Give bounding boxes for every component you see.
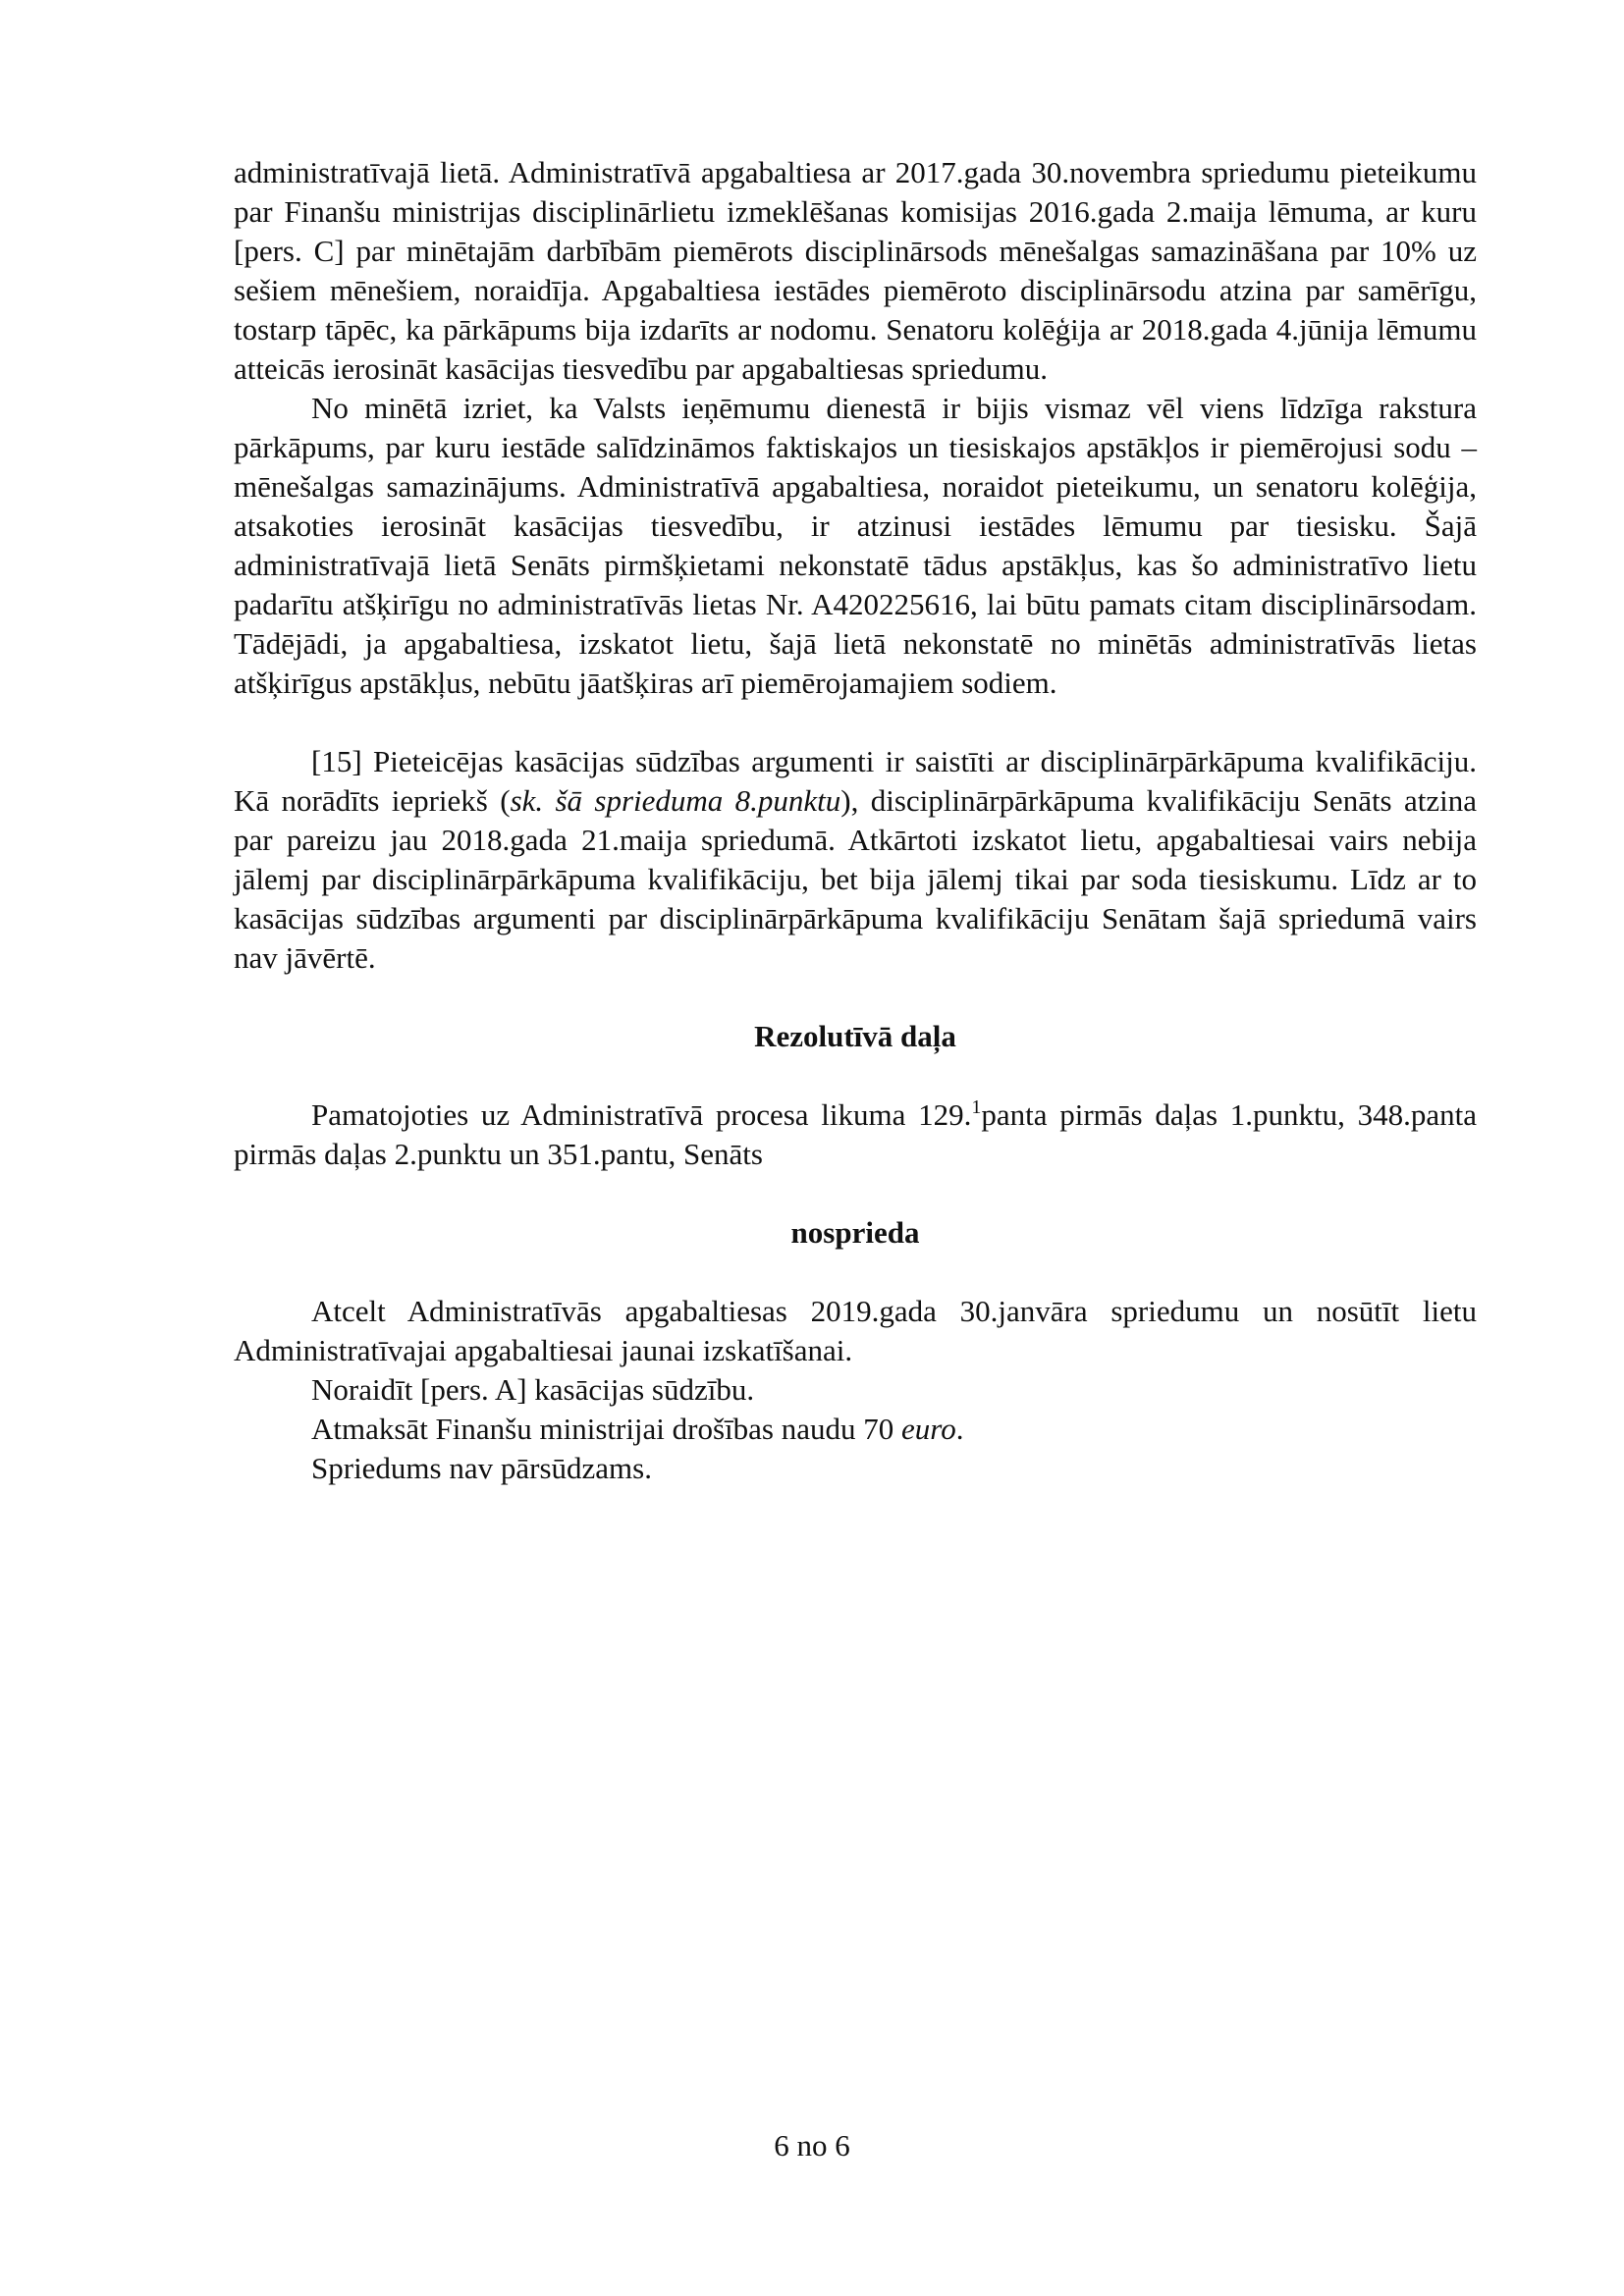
legal-basis-superscript: 1	[971, 1096, 982, 1118]
ruling-final: Spriedums nav pārsūdzams.	[311, 1451, 652, 1485]
heading-ruled: nosprieda	[790, 1215, 920, 1250]
paragraph-comparison: No minētā izriet, ka Valsts ieņēmumu dienestā ir bijis vismaz vēl viens līdzīga rakstura pārkāpums, par kuru iestāde salīdzināmos faktiskajos un tiesiskajos apstākļos ir piemērojusi sodu – mēnešalgas samazinājums. Administratīvā apgabaltiesa, noraidot pieteikumu, un senatoru kolēģija, atsakoties ierosināt kasācijas tiesvedību, ir atzinusi iestādes lēmumu par tiesisku. Šajā administratīvajā lietā Senāts pirmšķietami nekonstatē tādus apstākļus, kas šo administratīvo lietu padarītu atšķirīgu no administratīvās lietas Nr. A420225616, lai būtu pamats citam disciplinārsodam. Tādējādi, ja apgabaltiesa, izskatot lietu, šajā lietā nekonstatē no minētās administratīvās lietas atšķirīgus apstākļus, nebūtu jāatšķiras arī piemērojamajiem sodiem.	[234, 391, 1477, 700]
legal-basis-start: Pamatojoties uz Administratīvā procesa likuma 129.	[311, 1097, 972, 1132]
ruling-refund-currency: euro	[901, 1412, 956, 1446]
paragraph-legal-basis	[234, 1095, 1477, 1174]
heading-resolutive-part: Rezolutīvā daļa	[754, 1019, 956, 1053]
ruling-refund-start: Atmaksāt Finanšu ministrijai drošības naudu 70	[311, 1412, 902, 1446]
paragraph-15-start: [15] Pieteicējas kasācijas sūdzības argumenti ir saistīti ar disciplinārpārkāpuma kvalifikāciju. Kā norādīts iepriekš (	[234, 744, 1477, 818]
paragraph-15	[234, 742, 1477, 978]
ruling-refund	[234, 1410, 1477, 1449]
paragraph-15-reference: sk. šā sprieduma 8.punktu	[510, 783, 841, 818]
paragraph-15-end: ), disciplinārpārkāpuma kvalifikāciju Senāts atzina par pareizu jau 2018.gada 21.maija spriedumā. Atkārtoti izskatot lietu, apgabaltiesai vairs nebija jālemj par disciplinārpārkāpuma kvalifikāciju, bet bija jālemj tikai par soda tiesiskumu. Līdz ar to kasācijas sūdzības argumenti par disciplinārpārkāpuma kvalifikāciju Senātam šajā spriedumā vairs nav jāvērtē.	[234, 783, 1477, 975]
legal-basis-end: panta pirmās daļas 1.punktu, 348.panta pirmās daļas 2.punktu un 351.pantu, Senāts	[234, 1097, 1477, 1171]
ruling-annul: Atcelt Administratīvās apgabaltiesas 2019.gada 30.janvāra spriedumu un nosūtīt lietu Administratīvajai apgabaltiesai jaunai izskatīšanai.	[234, 1294, 1477, 1367]
ruling-refund-end: .	[955, 1412, 964, 1446]
document-body	[234, 153, 1477, 1488]
paragraph-continuation: administratīvajā lietā. Administratīvā apgabaltiesa ar 2017.gada 30.novembra spriedumu pieteikumu par Finanšu ministrijas disciplinārlietu izmeklēšanas komisijas 2016.gada 2.maija lēmuma, ar kuru [pers. C] par minētajām darbībām piemērots disciplinārsods mēnešalgas samazināšana par 10% uz sešiem mēnešiem, noraidīja. Apgabaltiesa iestādes piemēroto disciplinārsodu atzina par samērīgu, tostarp tāpēc, ka pārkāpums bija izdarīts ar nodomu. Senatoru kolēģija ar 2018.gada 4.jūnija lēmumu atteicās ierosināt kasācijas tiesvedību par apgabaltiesas spriedumu.	[234, 155, 1477, 386]
ruling-reject: Noraidīt [pers. A] kasācijas sūdzību.	[311, 1372, 755, 1407]
page-number: 6 no 6	[774, 2128, 850, 2163]
